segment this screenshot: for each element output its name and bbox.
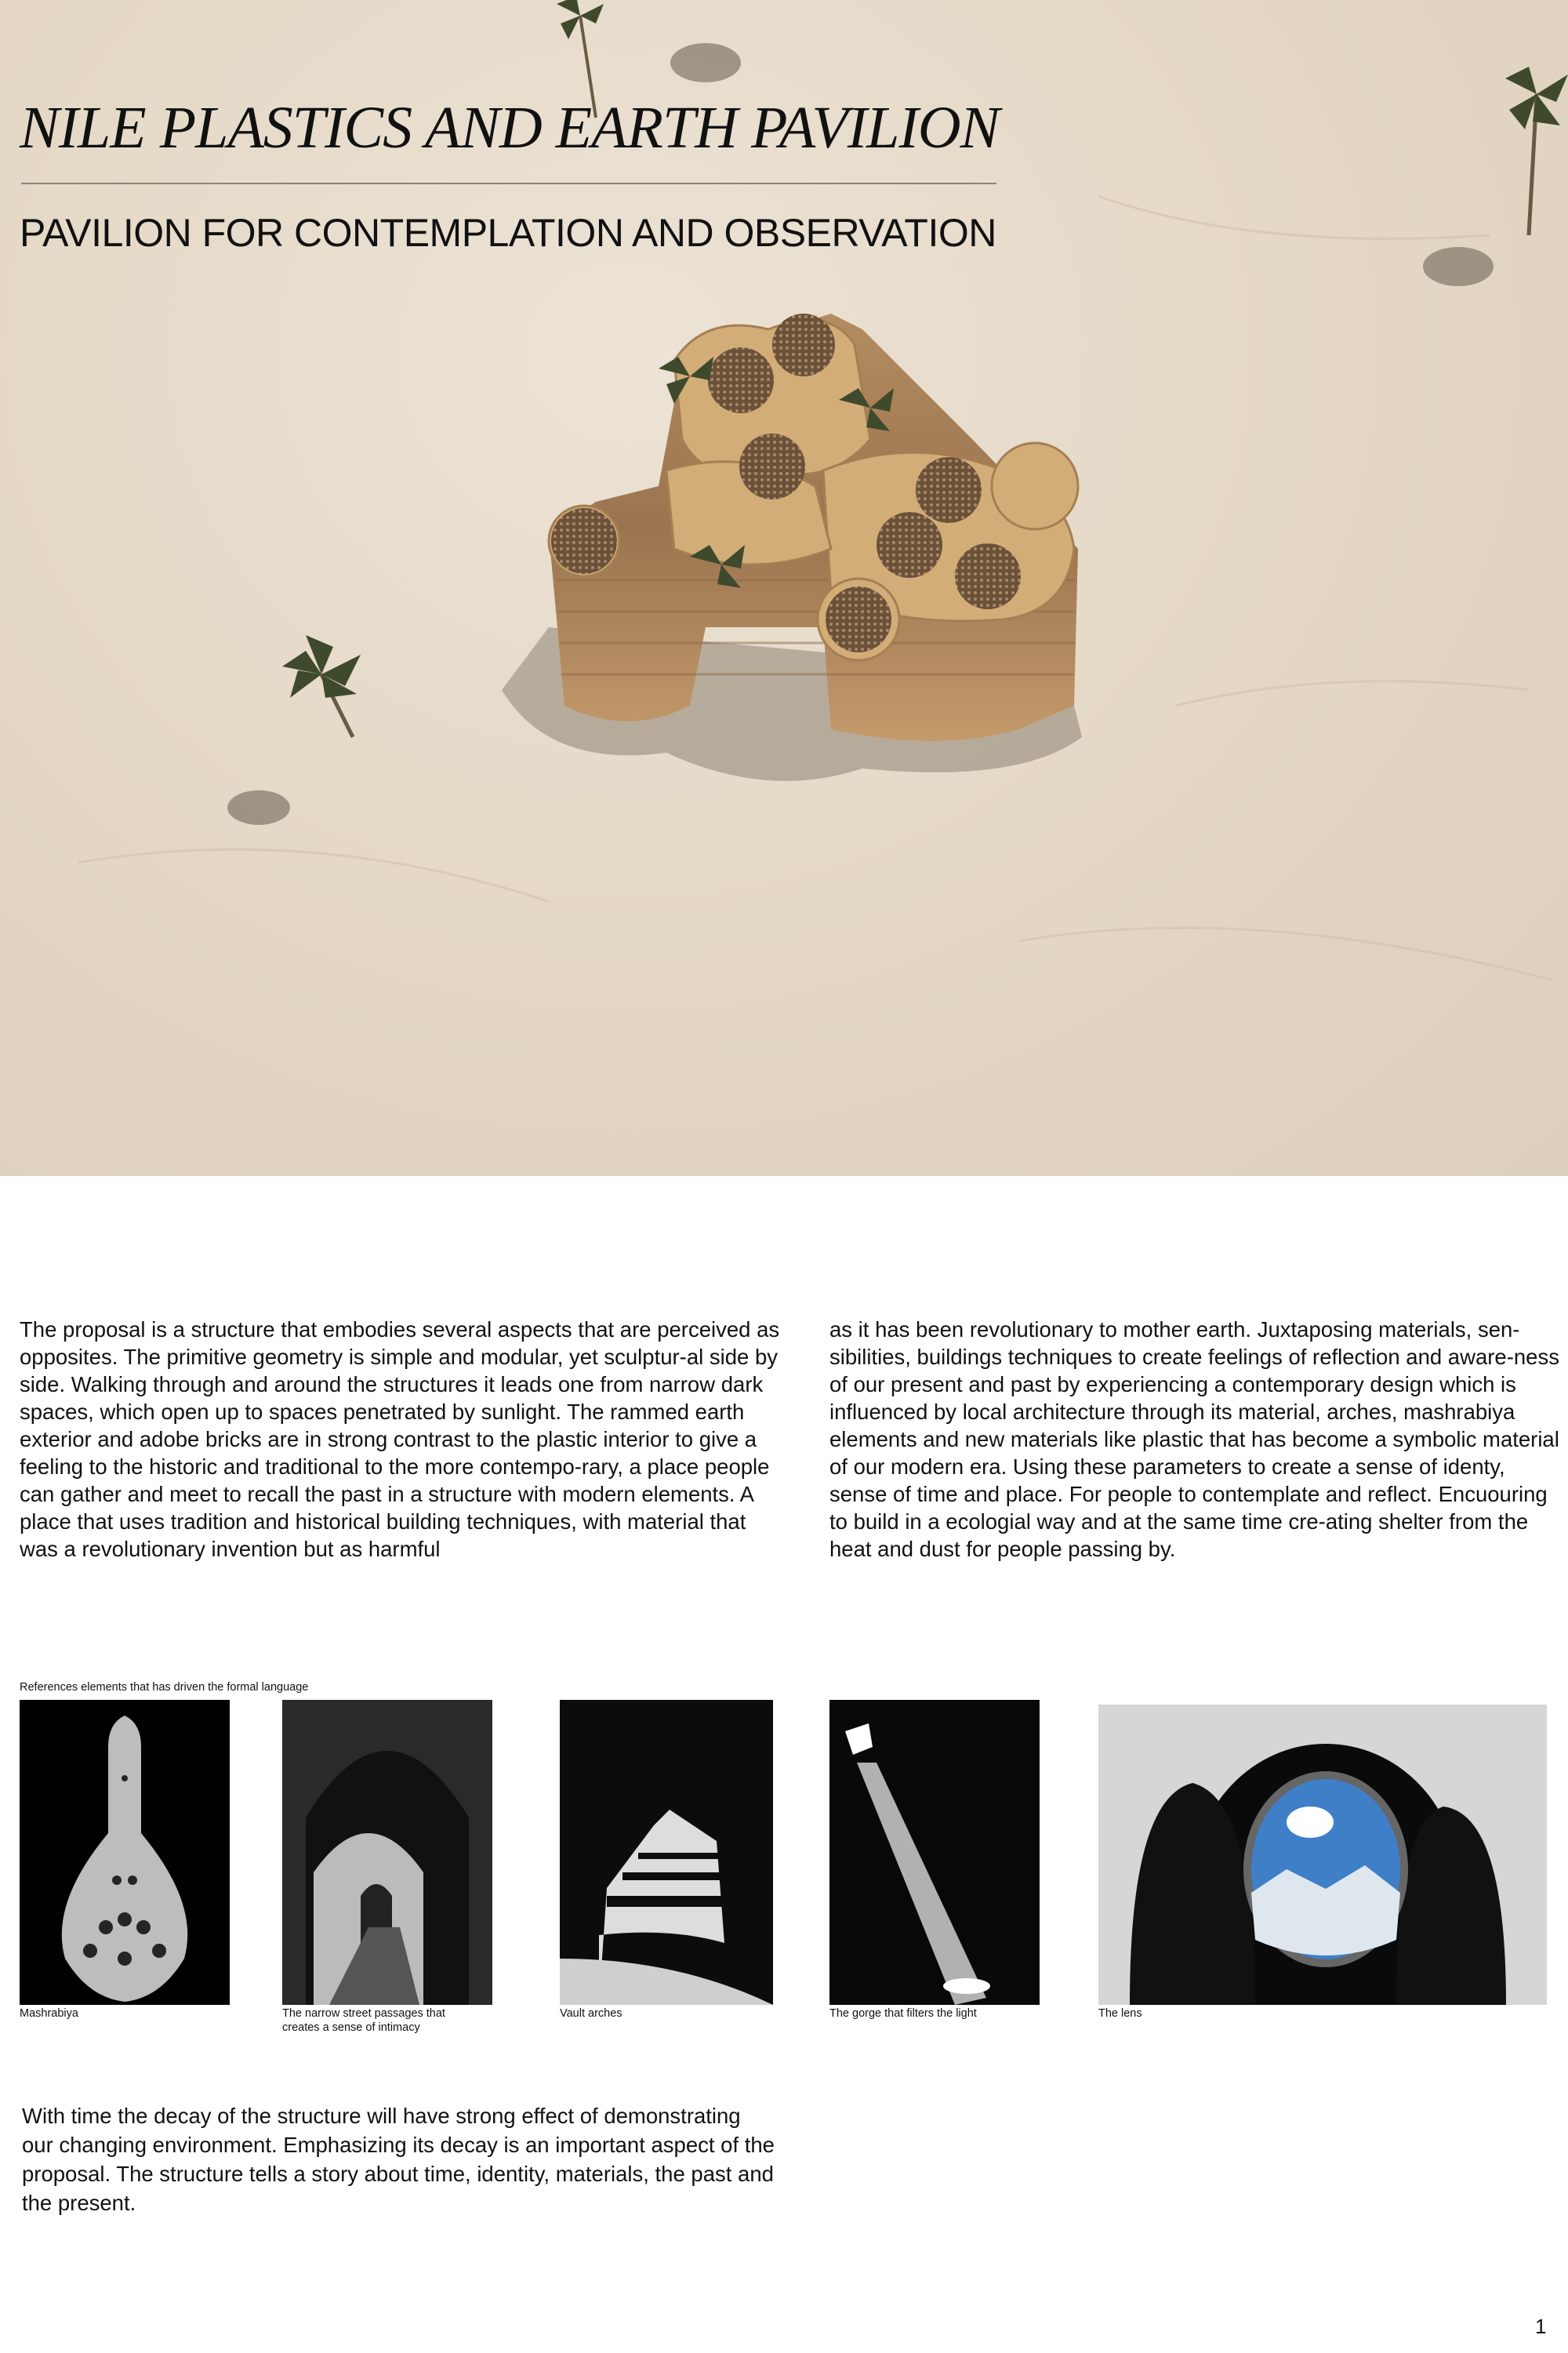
closing-paragraph: With time the decay of the structure will have strong effect of demonstrating our changing environment. Emphasizing its decay is an important aspect of the proposal. The structure tells a story about time, identity, materials, the past and the present. <box>22 2104 775 2215</box>
page-title: NILE PLASTICS AND EARTH PAVILION <box>20 95 1000 161</box>
pavilion-aerial-render <box>0 0 1568 1176</box>
reference-image-vault-arches <box>560 1700 773 2005</box>
description-right-column: as it has been revolutionary to mother earth. Juxtaposing materials, sen-sibilities, buildings techniques to create feelings of reflection and aware-ness of our present and past by experiencing a contemporary design which is influenced by local architecture through its material, arches, mashrabiya elements and new materials like plastic that has become a symbolic material of our modern era. Using these parameters to create a sense of identy, sense of time and place. For people to contemplate and reflect. Encuouring to build in a ecologial way and at the same time cre-ating shelter from the heat and dust for people passing by. <box>829 1317 1559 1561</box>
page-subtitle: PAVILION FOR CONTEMPLATION AND OBSERVATION <box>20 211 996 255</box>
caption-mashrabiya: Mashrabiya <box>20 2007 78 2020</box>
caption-vault-arches: Vault arches <box>560 2007 622 2020</box>
reference-image-gorge <box>829 1700 1040 2005</box>
reference-image-narrow-street <box>282 1700 492 2005</box>
reference-image-mashrabiya <box>20 1700 230 2005</box>
page-number: 1 <box>1535 2315 1547 2338</box>
title-divider <box>21 183 996 184</box>
caption-gorge: The gorge that filters the light <box>829 2007 977 2020</box>
references-label: References elements that has driven the formal language <box>20 1681 309 1694</box>
hero-render <box>0 0 1568 1176</box>
description-left-column: The proposal is a structure that embodies several aspects that are perceived as opposites. The primitive geometry is simple and modular, yet sculptur-al side by side. Walking through and around the structures it leads one from narrow dark spaces, which open up to spaces penetrated by sunlight. The rammed earth exterior and adobe bricks are in strong contrast to the plastic interior to give a feeling to the historic and traditional to the more contempo-rary, a place people can gather and meet to recall the past in a structure with modern elements. A place that uses tradition and historical building techniques, with material that was a revolutionary invention but as harmful <box>20 1317 780 1561</box>
caption-lens: The lens <box>1098 2007 1142 2020</box>
caption-narrow-street: The narrow street passages that creates a sense of intimacy <box>282 2007 445 2034</box>
reference-image-lens <box>1098 1705 1547 2005</box>
